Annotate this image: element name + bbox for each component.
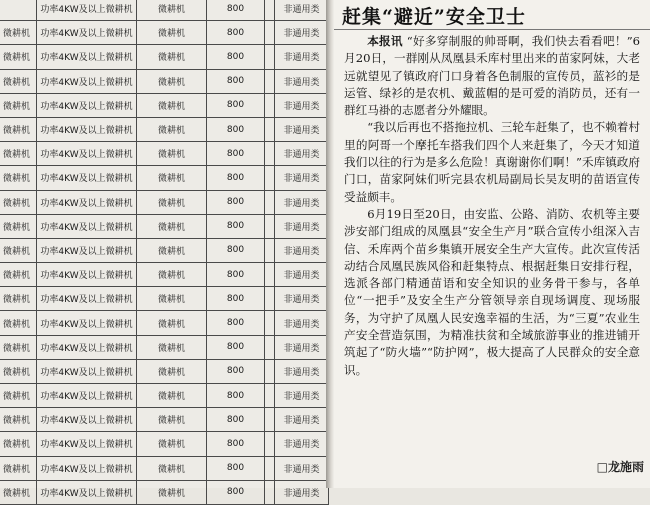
subsidy-amount-cell: 800 [207,117,265,141]
table-row [0,432,329,456]
category-cell: 微耕机 [137,190,207,214]
machine-type-cell [0,0,37,21]
table-row [0,69,329,93]
table-row [0,117,329,141]
spec-cell: 功率4KW及以上微耕机 [37,117,137,141]
subsidy-amount-cell: 800 [207,238,265,262]
blank-cell [265,359,275,383]
spec-cell: 功率4KW及以上微耕机 [37,142,137,166]
blank-cell [265,480,275,504]
class-cell: 非通用类 [275,408,329,432]
table-row [0,166,329,190]
class-cell: 非通用类 [275,166,329,190]
category-cell: 微耕机 [137,311,207,335]
spec-cell: 功率4KW及以上微耕机 [37,311,137,335]
machine-type-cell: 微耕机 [0,93,37,117]
spec-cell: 功率4KW及以上微耕机 [37,263,137,287]
subsidy-amount-cell: 800 [207,432,265,456]
page-fold-shadow [326,0,334,488]
article-paragraph-3: 6月19日至20日，由安监、公路、消防、农机等主要涉安部门组成的凤凰县“安全生产月”联合宣传小组深入吉信、禾库两个苗乡集镇开展安全生产大宣传。此次宣传活动结合凤凰民族风俗和赶集特点、根据赶集日安排行程，选派各部门精通苗语和安全知识的业务骨干参与，各单位“一把手”及安全生产分管领导亲自现场调度、现场服务，为守护了凤凰人民安逸幸福的生活，为“三夏”农业生产安全营造氛围，为精准扶贫和全域旅游事业的推进铺开筑起了“防火墙”“防护网”，极大提高了人民群众的安全意识。 [344,206,640,377]
spec-cell: 功率4KW及以上微耕机 [37,21,137,45]
class-cell: 非通用类 [275,69,329,93]
machine-type-cell: 微耕机 [0,384,37,408]
article-body [344,33,640,379]
class-cell: 非通用类 [275,359,329,383]
machine-type-cell: 微耕机 [0,359,37,383]
table-region [0,0,326,499]
category-cell: 微耕机 [137,142,207,166]
subsidy-amount-cell: 800 [207,335,265,359]
category-cell: 微耕机 [137,0,207,21]
subsidy-amount-cell: 800 [207,480,265,504]
blank-cell [265,238,275,262]
article-lead: 本报讯 [367,34,403,48]
category-cell: 微耕机 [137,287,207,311]
machine-type-cell: 微耕机 [0,190,37,214]
category-cell: 微耕机 [137,408,207,432]
subsidy-amount-cell: 800 [207,93,265,117]
machine-type-cell: 微耕机 [0,456,37,480]
blank-cell [265,311,275,335]
table-row [0,190,329,214]
table-row [0,480,329,504]
machine-type-cell: 微耕机 [0,69,37,93]
spec-cell: 功率4KW及以上微耕机 [37,456,137,480]
subsidy-amount-cell: 800 [207,166,265,190]
class-cell: 非通用类 [275,311,329,335]
machine-type-cell: 微耕机 [0,287,37,311]
subsidy-amount-cell: 800 [207,142,265,166]
blank-cell [265,432,275,456]
class-cell: 非通用类 [275,335,329,359]
category-cell: 微耕机 [137,117,207,141]
spec-cell: 功率4KW及以上微耕机 [37,359,137,383]
blank-cell [265,214,275,238]
blank-cell [265,0,275,21]
table-row [0,45,329,69]
class-cell: 非通用类 [275,480,329,504]
machine-type-cell: 微耕机 [0,166,37,190]
class-cell: 非通用类 [275,214,329,238]
machine-type-cell: 微耕机 [0,311,37,335]
machine-type-cell: 微耕机 [0,335,37,359]
class-cell: 非通用类 [275,263,329,287]
blank-cell [265,69,275,93]
class-cell: 非通用类 [275,21,329,45]
spec-cell: 功率4KW及以上微耕机 [37,166,137,190]
category-cell: 微耕机 [137,384,207,408]
category-cell: 微耕机 [137,238,207,262]
class-cell: 非通用类 [275,384,329,408]
subsidy-amount-cell: 800 [207,263,265,287]
class-cell: 非通用类 [275,0,329,21]
machine-type-cell: 微耕机 [0,408,37,432]
category-cell: 微耕机 [137,432,207,456]
article-headline: 赶集“避近”安全卫士 [342,6,526,28]
category-cell: 微耕机 [137,263,207,287]
spec-cell: 功率4KW及以上微耕机 [37,69,137,93]
machine-type-cell: 微耕机 [0,21,37,45]
subsidy-amount-cell: 800 [207,287,265,311]
blank-cell [265,142,275,166]
category-cell: 微耕机 [137,214,207,238]
table-row [0,238,329,262]
category-cell: 微耕机 [137,69,207,93]
spec-cell: 功率4KW及以上微耕机 [37,93,137,117]
class-cell: 非通用类 [275,190,329,214]
table-row [0,214,329,238]
subsidy-amount-cell: 800 [207,384,265,408]
class-cell: 非通用类 [275,93,329,117]
article-byline: □龙施雨 [594,458,644,475]
blank-cell [265,456,275,480]
table-row [0,263,329,287]
table-row [0,311,329,335]
blank-cell [265,117,275,141]
blank-cell [265,190,275,214]
table-row [0,93,329,117]
machine-type-cell: 微耕机 [0,480,37,504]
spec-cell: 功率4KW及以上微耕机 [37,45,137,69]
subsidy-amount-cell: 800 [207,408,265,432]
category-cell: 微耕机 [137,480,207,504]
class-cell: 非通用类 [275,456,329,480]
spec-cell: 功率4KW及以上微耕机 [37,287,137,311]
subsidy-amount-cell: 800 [207,21,265,45]
subsidy-amount-cell: 800 [207,0,265,21]
machine-type-cell: 微耕机 [0,214,37,238]
category-cell: 微耕机 [137,456,207,480]
class-cell: 非通用类 [275,432,329,456]
category-cell: 微耕机 [137,93,207,117]
class-cell: 非通用类 [275,287,329,311]
blank-cell [265,384,275,408]
class-cell: 非通用类 [275,142,329,166]
subsidy-amount-cell: 800 [207,45,265,69]
subsidy-amount-cell: 800 [207,456,265,480]
category-cell: 微耕机 [137,335,207,359]
spec-cell: 功率4KW及以上微耕机 [37,432,137,456]
blank-cell [265,335,275,359]
blank-cell [265,408,275,432]
spec-cell: 功率4KW及以上微耕机 [37,214,137,238]
subsidy-amount-cell: 800 [207,69,265,93]
article-paragraph-1 [344,33,640,119]
blank-cell [265,166,275,190]
paragraph-1-text: “好多穿制服的帅哥啊，我们快去看看吧！”6月20日，一群刚从凤凰县禾库村里出来的苗家阿妹，大老远就望见了镇政府门口身着各色制服的宣传员，蓝衫的是运管、绿衫的是农机、戴蓝帽的是可爱的消防员，还有一群红马褂的志愿者分外耀眼。 [344,34,640,118]
subsidy-amount-cell: 800 [207,214,265,238]
machine-type-cell: 微耕机 [0,263,37,287]
machine-type-cell: 微耕机 [0,117,37,141]
class-cell: 非通用类 [275,117,329,141]
category-cell: 微耕机 [137,359,207,383]
blank-cell [265,263,275,287]
spec-cell: 功率4KW及以上微耕机 [37,335,137,359]
headline-rule [334,29,650,30]
spec-cell: 功率4KW及以上微耕机 [37,408,137,432]
machine-type-cell: 微耕机 [0,45,37,69]
spec-cell: 功率4KW及以上微耕机 [37,480,137,504]
table-row [0,456,329,480]
class-cell: 非通用类 [275,45,329,69]
blank-cell [265,93,275,117]
spec-cell: 功率4KW及以上微耕机 [37,190,137,214]
spec-cell: 功率4KW及以上微耕机 [37,0,137,21]
category-cell: 微耕机 [137,21,207,45]
machine-type-cell: 微耕机 [0,432,37,456]
table-row [0,142,329,166]
class-cell: 非通用类 [275,238,329,262]
category-cell: 微耕机 [137,45,207,69]
blank-cell [265,287,275,311]
article-paragraph-2: “我以后再也不搭拖拉机、三轮车赶集了，也不赖着村里的阿哥一个摩托车搭我们四个人来赶集了，今天才知道我们以往的行为是多么危险！真谢谢你们啊！”禾库镇政府门口，苗家阿妹们听完县农机局副局长吴友明的苗语宣传受益颇丰。 [344,120,640,204]
table-row [0,384,329,408]
table-row [0,359,329,383]
category-cell: 微耕机 [137,166,207,190]
machine-type-cell: 微耕机 [0,238,37,262]
subsidy-amount-cell: 800 [207,190,265,214]
table-row [0,335,329,359]
blank-cell [265,45,275,69]
table-row [0,287,329,311]
spec-cell: 功率4KW及以上微耕机 [37,238,137,262]
table-row [0,21,329,45]
table-row [0,408,329,432]
news-article [334,0,650,488]
subsidy-amount-cell: 800 [207,311,265,335]
blank-cell [265,21,275,45]
spec-cell: 功率4KW及以上微耕机 [37,384,137,408]
subsidy-amount-cell: 800 [207,359,265,383]
machine-type-cell: 微耕机 [0,142,37,166]
table-row [0,0,329,21]
